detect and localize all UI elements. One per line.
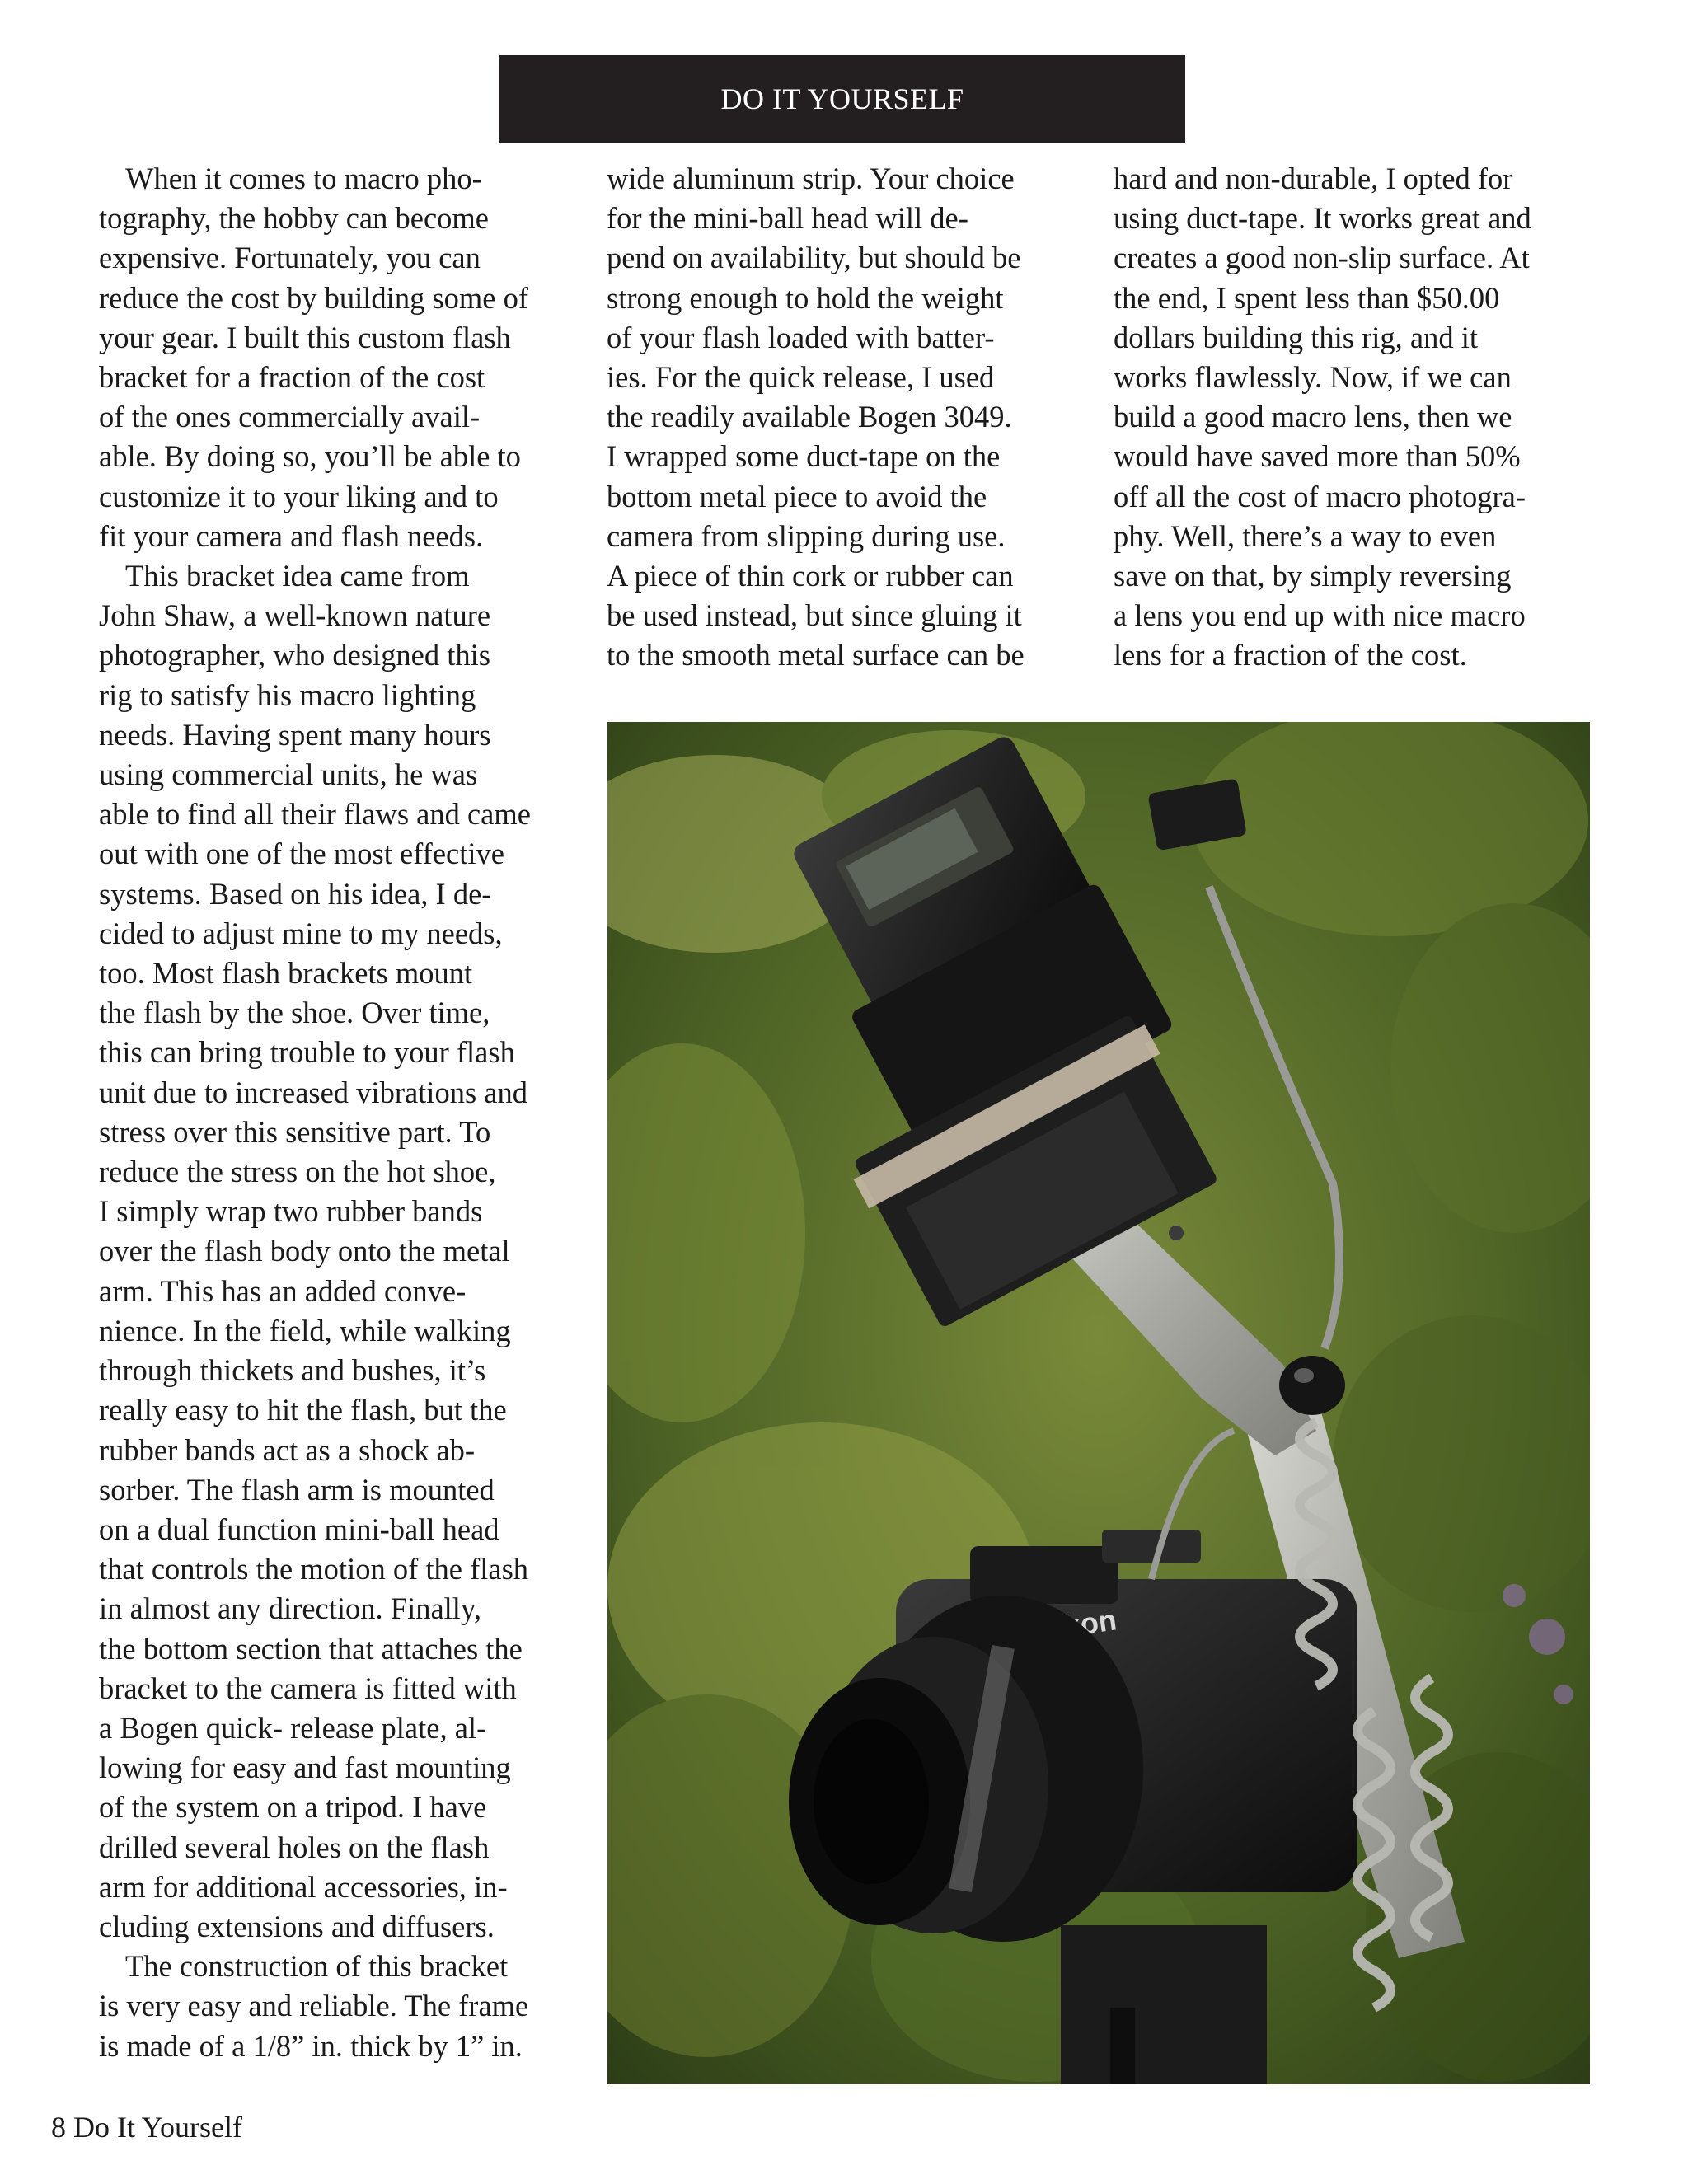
article-column-3 xyxy=(1114,159,1592,676)
page-number: 8 xyxy=(51,2111,66,2144)
paragraph: wide aluminum strip. Your choice for the mini-ball head will de- pend on availability, but should be strong enough to hold the weight of your flash loaded with batter- ies. For the quick release, I used the readily available Bogen 3049. I wrapped some duct-tape on the bottom metal piece to avoid the camera from slipping during use. A piece of thin cork or rubber can be used instead, but since gluing it to the smooth metal surface can be xyxy=(607,162,1025,673)
paragraph: When it comes to macro pho- tography, the hobby can become expensive. Fortunately, you can reduce the cost by building some of your gear. I built this custom flash bracket for a fraction of the cost of the ones commercially avail- able. By doing so, you’ll be able to customize it to your liking and to fit your camera and flash needs. xyxy=(99,162,529,553)
section-title: DO IT YOURSELF xyxy=(720,82,964,115)
footer-section: Do It Yourself xyxy=(73,2111,243,2144)
article-column-2 xyxy=(607,159,1085,676)
paragraph: The construction of this bracket is very easy and reliable. The frame is made of a 1/8” in. thick by 1” in. xyxy=(99,1949,529,2063)
flash-bracket-photo xyxy=(607,722,1590,2084)
section-banner xyxy=(499,55,1185,143)
page-footer xyxy=(51,2110,242,2144)
paragraph: This bracket idea came from John Shaw, a well-known nature photographer, who designed this rig to satisfy his macro lighting needs. Having spent many hours using commercial units, he was able to find all their flaws and came out with one of the most effective systems. Based on his idea, I de- cided to adjust mine to my needs, too. Most flash brackets mount the flash by the shoe. Over time, this can bring trouble to your flash unit due to increased vibrations and stress over this sensitive part. To reduce the stress on the hot shoe, I simply wrap two rubber bands over the flash body onto the metal arm. This has an added conve- nience. In the field, while walking through thickets and bushes, it’s really easy to hit the flash, but the rubber bands act as a shock ab- sorber. The flash arm is mounted on a dual function mini-ball head that controls the motion of the flash in almost any direction. Finally, the bottom section that attaches the bracket to the camera is fitted with a Bogen quick- release plate, al- lowing for easy and fast mounting of the system on a tripod. I have drilled several holes on the flash arm for additional accessories, in- cluding extensions and diffusers. xyxy=(99,559,531,1943)
article-column-1 xyxy=(99,159,577,2066)
paragraph: hard and non-durable, I opted for using duct-tape. It works great and creates a good non-slip surface. At the end, I spent less than $50.00 dollars building this rig, and it works flawlessly. Now, if we can build a good macro lens, then we would have saved more than 50% off all the cost of macro photogra- phy. Well, there’s a way to even save on that, by simply reversing a lens you end up with nice macro lens for a fraction of the cost. xyxy=(1114,162,1531,673)
